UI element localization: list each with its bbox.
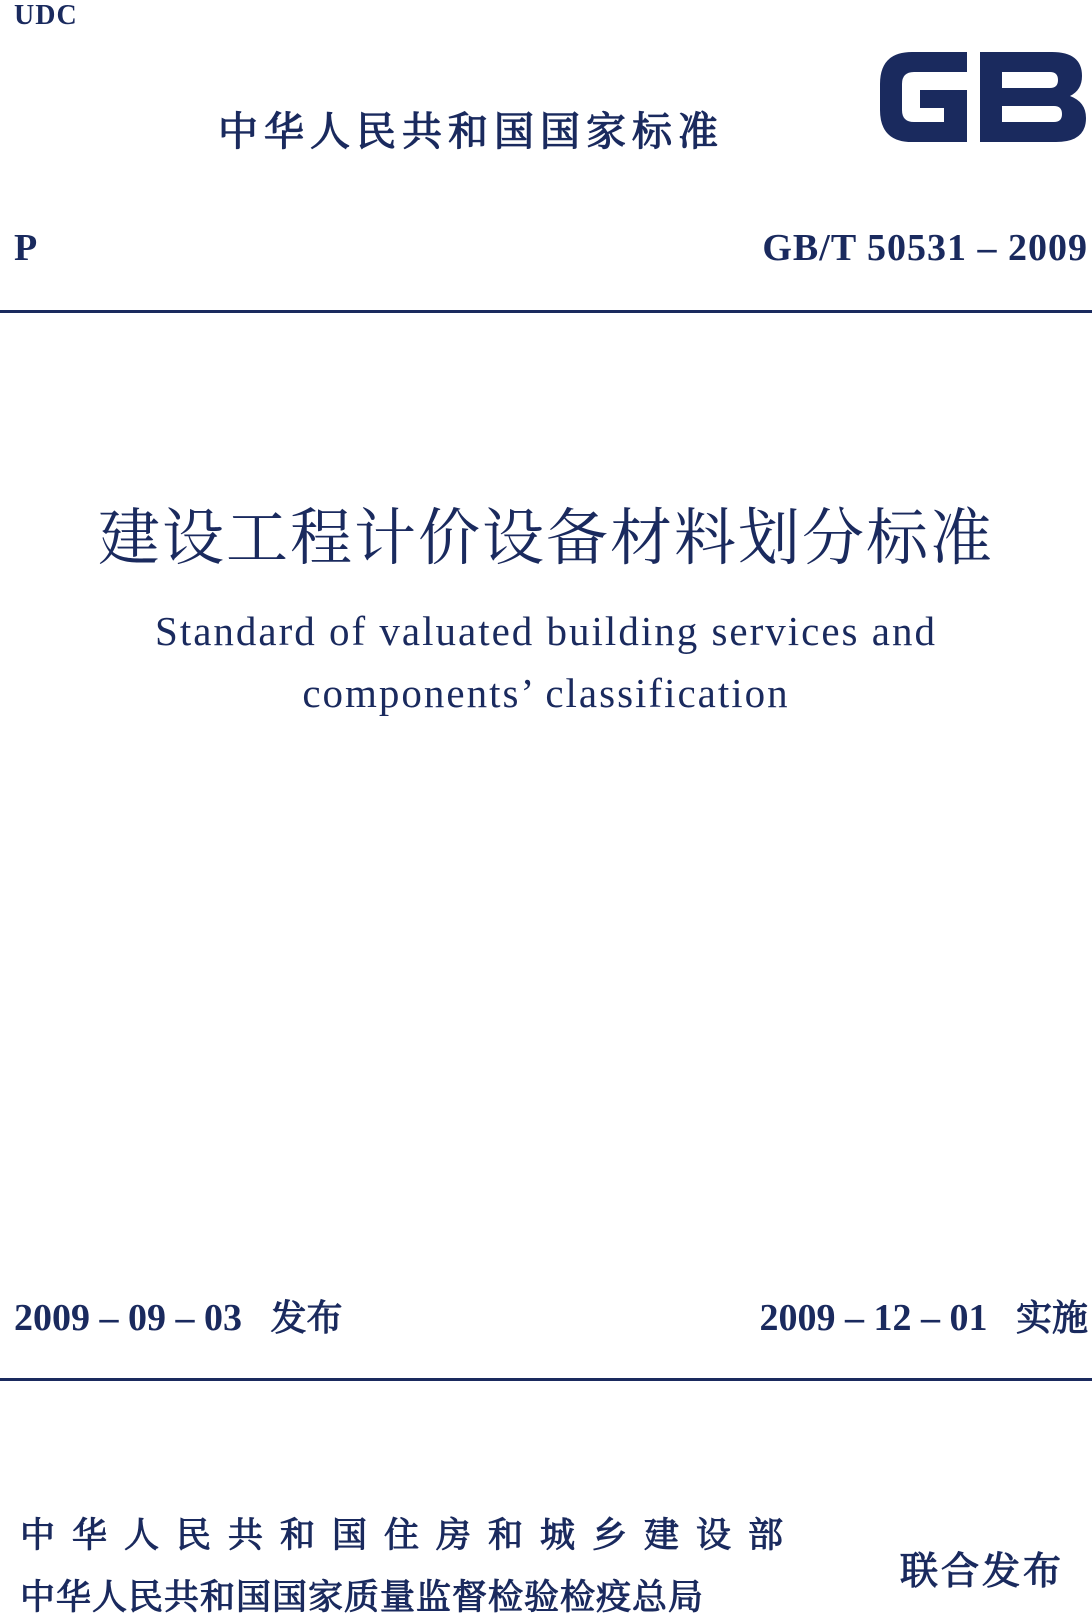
top-divider — [0, 310, 1092, 313]
gb-logo-g — [880, 52, 967, 142]
title-english — [0, 600, 1092, 724]
gb-logo-b — [980, 52, 1086, 142]
effective-label: 实施 — [1015, 1298, 1088, 1339]
joint-issue-label: 联合发布 — [900, 1549, 1065, 1593]
classification-code: P — [14, 227, 38, 269]
issue-date-block — [14, 1290, 343, 1341]
title-english-line2: components’ classification — [302, 670, 790, 716]
bottom-divider — [0, 1378, 1092, 1381]
effective-date: 2009 – 12 – 01 — [759, 1297, 988, 1339]
title-english-line1: Standard of valuated building services and — [155, 608, 937, 654]
national-standard-heading: 中华人民共和国国家标准 — [218, 109, 724, 155]
standard-number: GB/T 50531 – 2009 — [762, 227, 1088, 269]
issue-date: 2009 – 09 – 03 — [14, 1297, 242, 1339]
issuer-aqsiq: 中华人民共和国国家质量监督检验检疫总局 — [20, 1578, 705, 1618]
effective-date-block — [759, 1290, 1088, 1341]
gb-logo — [872, 38, 1092, 156]
issue-label: 发布 — [270, 1298, 343, 1339]
udc-label: UDC — [14, 0, 78, 31]
issuer-ministry-housing: 中华人民共和国住房和城乡建设部 — [20, 1516, 801, 1556]
title-chinese: 建设工程计价设备材料划分标准 — [97, 501, 994, 574]
